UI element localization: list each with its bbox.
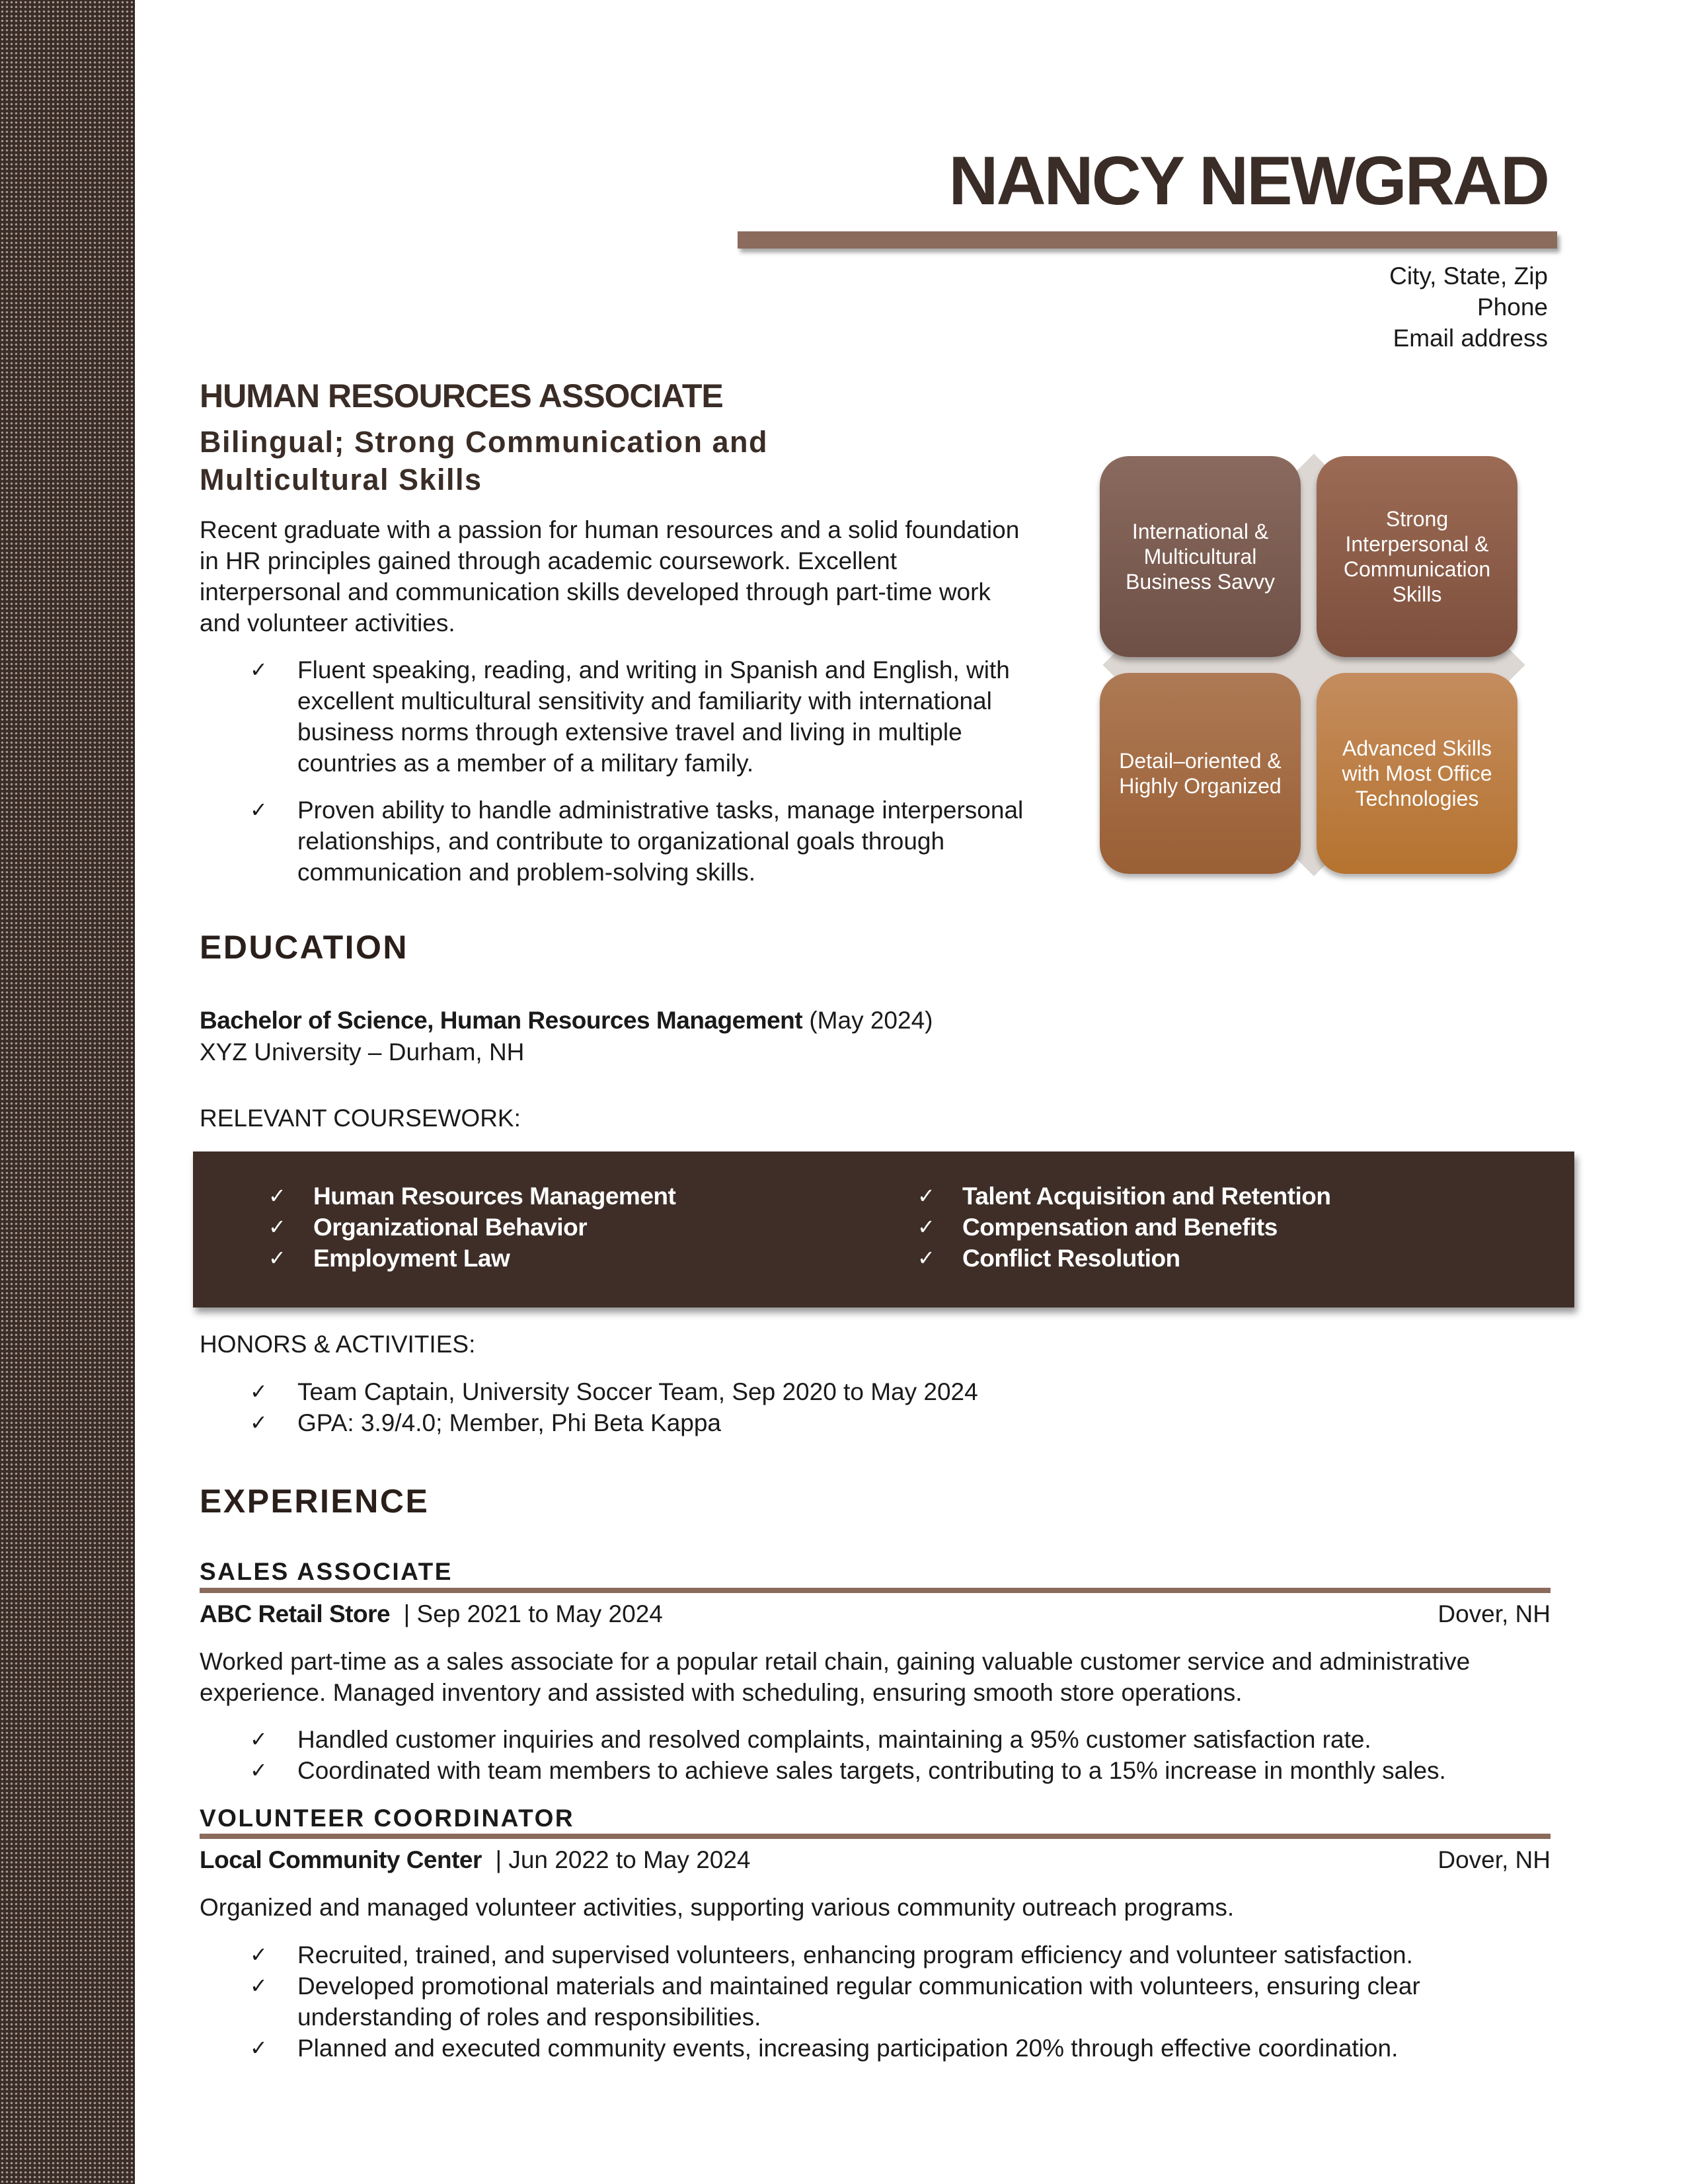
experience-section-title: EXPERIENCE [200, 1483, 430, 1520]
skill-tile-organized: Detail–oriented & Highly Organized [1100, 673, 1301, 874]
coursework-item: ✓ Employment Law [268, 1243, 863, 1274]
coursework-column-right [917, 1181, 1512, 1274]
coursework-column-left [268, 1181, 863, 1274]
job-organization: Local Community Center [200, 1846, 482, 1873]
profile-summary: Recent graduate with a passion for human resources and a solid foundation in HR principles gained through academic coursework. Excellent interpersonal and communication skills developed through part-time work and volunteer activities. [200, 516, 1020, 637]
skill-tile-technology: Advanced Skills with Most Office Technologies [1317, 673, 1517, 874]
job-bullet: ✓ Handled customer inquiries and resolved complaints, maintaining a 95% customer satisfaction rate. [250, 1724, 1545, 1755]
job-bullet: ✓ Coordinated with team members to achieve sales targets, contributing to a 15% increase in monthly sales. [250, 1755, 1545, 1786]
name-underline-bar [738, 231, 1557, 249]
decorative-side-strip [0, 0, 135, 2184]
job-org-line [200, 1598, 1551, 1629]
coursework-item: ✓ Human Resources Management [268, 1181, 863, 1212]
coursework-item: ✓ Talent Acquisition and Retention [917, 1181, 1512, 1212]
profile-bullet-list [250, 654, 1043, 904]
job-divider [200, 1588, 1551, 1593]
contact-phone: Phone [1477, 293, 1548, 321]
job-dates: | Jun 2022 to May 2024 [481, 1846, 751, 1873]
profile-subheadline: Bilingual; Strong Communication and Multicultural Skills [200, 425, 768, 496]
job-bullet-list [250, 1939, 1545, 2064]
honors-list [250, 1376, 1439, 1438]
job-divider [200, 1834, 1551, 1839]
contact-email: Email address [1393, 325, 1548, 352]
job-dates: | Sep 2021 to May 2024 [390, 1600, 663, 1627]
skill-tile-communication: Strong Interpersonal & Communication Skills [1317, 456, 1517, 657]
profile-headline: HUMAN RESOURCES ASSOCIATE [200, 377, 723, 414]
job-org-line [200, 1844, 1551, 1875]
degree-date: (May 2024) [802, 1007, 933, 1034]
job-location: Dover, NH [1438, 1600, 1551, 1627]
coursework-item: ✓ Organizational Behavior [268, 1212, 863, 1243]
job-bullet-list [250, 1724, 1545, 1786]
contact-location: City, State, Zip [1389, 262, 1548, 290]
job-bullet: ✓ Recruited, trained, and supervised volunteers, enhancing program efficiency and volunteer satisfaction. [250, 1939, 1545, 1970]
job-location: Dover, NH [1438, 1846, 1551, 1873]
profile-bullet: ✓ Fluent speaking, reading, and writing in Spanish and English, with excellent multicultural sensitivity and familiarity with international business norms through extensive travel and living in multiple countries as a member of a military family. [250, 654, 1043, 779]
skills-diagram [1044, 405, 1573, 927]
coursework-item: ✓ Conflict Resolution [917, 1243, 1512, 1274]
honors-item: ✓ Team Captain, University Soccer Team, Sep 2020 to May 2024 [250, 1376, 1439, 1407]
coursework-label: RELEVANT COURSEWORK: [200, 1105, 521, 1132]
job-bullet: ✓ Planned and executed community events, increasing participation 20% through effective coordination. [250, 2033, 1545, 2064]
job-description: Worked part-time as a sales associate for a popular retail chain, gaining valuable customer service and administrative experience. Managed inventory and assisted with scheduling, ensuring smooth store operations. [200, 1648, 1471, 1706]
education-school: XYZ University – Durham, NH [200, 1038, 525, 1066]
job-title: SALES ASSOCIATE [200, 1558, 453, 1585]
job-description: Organized and managed volunteer activities, supporting various community outreach programs. [200, 1894, 1235, 1921]
honors-label: HONORS & ACTIVITIES: [200, 1331, 476, 1358]
job-bullet: ✓ Developed promotional materials and maintained regular communication with volunteers, ensuring clear understanding of roles and responsibilities. [250, 1970, 1545, 2033]
job-title: VOLUNTEER COORDINATOR [200, 1805, 575, 1832]
job-organization: ABC Retail Store [200, 1600, 391, 1627]
profile-bullet: ✓ Proven ability to handle administrative tasks, manage interpersonal relationships, and contribute to organizational goals through communication and problem-solving skills. [250, 795, 1043, 888]
education-degree-line [200, 1005, 933, 1036]
skill-tile-multicultural: International & Multicultural Business Savvy [1100, 456, 1301, 657]
contact-info [1389, 260, 1548, 354]
education-section-title: EDUCATION [200, 929, 409, 966]
degree-name: Bachelor of Science, Human Resources Management [200, 1007, 803, 1034]
coursework-item: ✓ Compensation and Benefits [917, 1212, 1512, 1243]
candidate-name: NANCY NEWGRAD [948, 143, 1548, 219]
honors-item: ✓ GPA: 3.9/4.0; Member, Phi Beta Kappa [250, 1407, 1439, 1438]
